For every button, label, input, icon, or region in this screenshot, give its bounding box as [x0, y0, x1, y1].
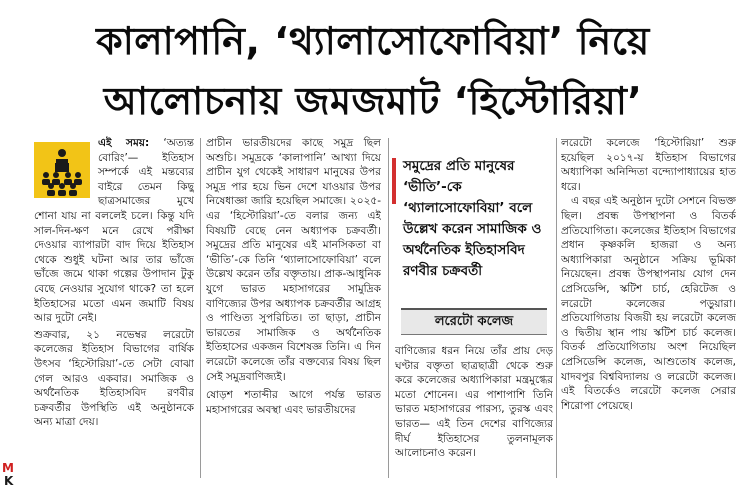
headline-line-2: আলোচনায় জমজমাট ‘হিস্টোরিয়া’: [103, 79, 643, 123]
headline-line-1: কালাপানি, ‘থ্যালাসোফোবিয়া’ নিয়ে: [96, 19, 650, 63]
college-label-box: লরেটো কলেজ: [401, 308, 547, 335]
paragraph-indian-ocean: ষোড়শ শতাব্দীর আগে পর্যন্ত ভারত মহাসাগরের অবস্থা এবং ভারতীয়দের: [206, 389, 381, 416]
paragraph-kalapani: প্রাচীন ভারতীয়দের কাছে সমুদ্র ছিল অশুচি। সমুদ্রকে ‘কালাপানি’ আখ্যা দিয়ে প্রাচীন যুগ থেকেই সাধারণ মানুষের উপর সমুদ্র পার হয়ে ভিন দেশে যাওয়ার উপর নিষেধাজ্ঞা জারি হয়েছিল সমাজে। ২০২৫-এর ‘হিস্টোরিয়া’-তে বলার জন্য এই বিষয়টি বেছে নেন অধ্যাপক চক্রবর্তী। সমুদ্রের প্রতি মানুষের এই মানসিকতা বা ‘ভীতি’-কে তিনি ‘থ্যালাসোফোবিয়া’ বলে উল্লেখ করেন তাঁর বক্তৃতায়। প্রাক-আধুনিক যুগে ভারত মহাসাগরের সামুদ্রিক বাণিজ্যের উপর অধ্যাপক চক্রবর্তীর আগ্রহ ও পাণ্ডিত্য সুপরিচিত। তা ছাড়া, প্রাচীন ভারতের সামাজিক ও অর্থনৈতিক ইতিহাসের একজন বিশেষজ্ঞ তিনি। এ দিন লরেটো কলেজে তাঁর বক্তব্যের বিষয় ছিল সেই সমুদ্রবাণিজ্যই।: [206, 137, 381, 383]
lecture-audience-icon: [34, 142, 90, 198]
dateline: এই সময়:: [98, 137, 150, 149]
article-column-1: [34, 136, 194, 478]
paragraph-sessions: এ বছর এই অনুষ্ঠান দুটো সেশনে বিভক্ত ছিল। প্রবন্ধ উপস্থাপনা ও বিতর্ক প্রতিযোগিতা। কলেজের ইতিহাস বিভাগের প্রধান কৃষ্ণকলি হাজরা ও অন্য অধ্যাপিকারা অনুষ্ঠানে সক্রিয় ভূমিকা নিয়েছেন। প্রবন্ধ উপস্থাপনায় যোগ দেন প্রেসিডেন্সি, স্কটিশ চার্চ, হেরিটেজ ও লরেটো কলেজের পড়ুয়ারা। প্রতিযোগিতায় বিজয়ী হয় লরেটো কলেজ ও দ্বিতীয় স্থান পায় স্কটিশ চার্চ কলেজ। বিতর্ক প্রতিযোগিতায় অংশ নিয়েছিল প্রেসিডেন্সি কলেজ, আশুতোষ কলেজ, যাদবপুর বিশ্ববিদ্যালয় ও লরেটো কলেজ। এই বিতর্কেও লরেটো কলেজ সেরার শিরোপা পেয়েছে।: [561, 195, 736, 412]
paragraph-trade: বাণিজ্যের ধরন নিয়ে তাঁর প্রায় দেড় ঘণ্টার বক্তৃতা ছাত্রছাত্রী থেকে শুরু করে কলেজের অধ্যাপিকারা মন্ত্রমুগ্ধের মতো শোনেন। এর পাশাপাশি তিনি ভারত মহাসাগরের পারস্য, তুরস্ক এবং ভারত— এই তিন দেশের বাণিজ্যের দীর্ঘ ইতিহাসের তুলনামূলক আলোচনাও করেন।: [395, 345, 553, 460]
paragraph-event: শুক্রবার, ২১ নভেম্বর লরেটো কলেজের ইতিহাস বিভাগের বার্ষিক উৎসব ‘হিস্টোরিয়া’-তে সেটা বোঝা গেল আরও একবার। সমাজিক ও অর্থনৈতিক ইতিহাসবিদ রণবীর চক্রবর্তীর উপস্থিতি এই অনুষ্ঠানকে অন্য মাত্রা দেয়।: [34, 328, 194, 429]
paragraph-intro-text: ‘অত্যন্ত বোরিং’— ইতিহাস সম্পর্কে এই মন্তব্যের বাইরে তেমন কিছু ছাত্রসমাজের মুখে শোনা যায় না বললেই চলে। কিন্তু যদি সাল-দিন-ক্ষণ মনে রেখে পরীক্ষা দেওয়ার ব্যাপারটা বাদ দিয়ে ইতিহাস থেকে শুধুই ঘটনা আর তার ভাঁজে ভাঁজে জমে থাকা গল্পের উপাদান টুকু বেছে নেওয়ার সুযোগ থাকে? তা হলে ইতিহাসের মতো এমন জমাটি বিষয় আর দুটো নেই।: [34, 137, 194, 325]
article-column-2: [206, 136, 381, 478]
article-column-4: [561, 136, 736, 478]
column-divider-1: [200, 138, 201, 478]
pull-quote-text: সমুদ্রের প্রতি মানুষের ‘ভীতি’-কে ‘থ্যালাসোফোবিয়া’ বলে উল্লেখ করেন সামাজিক ও অর্থনৈতিক ইতিহাসবিদ: [403, 158, 542, 258]
pull-quote-accent: [392, 158, 396, 204]
logo-m: M: [2, 461, 14, 475]
mk-logo: [2, 462, 26, 492]
pull-quote-author: রণবীর চক্রবর্তী: [403, 263, 483, 279]
logo-k: K: [4, 474, 14, 488]
column-divider-2: [388, 138, 389, 478]
pull-quote: [395, 156, 557, 282]
article-column-3: [395, 344, 553, 480]
paragraph-history: লরেটো কলেজে ‘হিস্টোরিয়া’ শুরু হয়েছিল ২০১৭-য় ইতিহাস বিভাগের অধ্যাপিকা অনিন্দিতা বন্দ্যোপাধ্যায়ের হাত ধরে।: [561, 137, 736, 193]
